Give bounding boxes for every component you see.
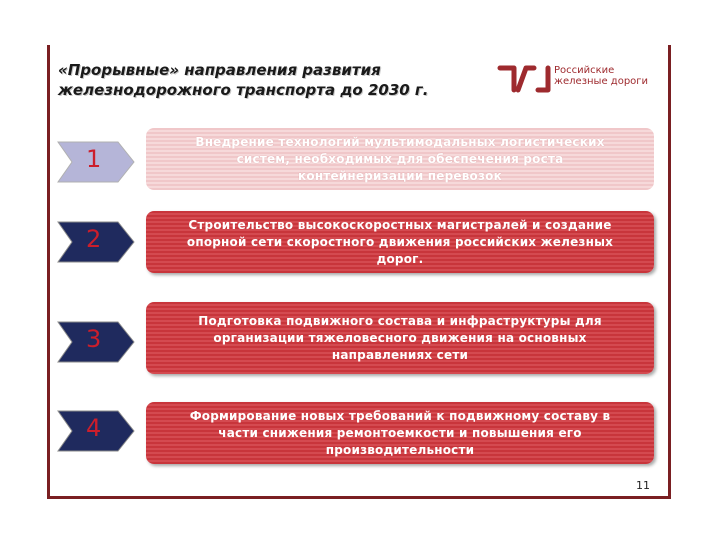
slide-title [58,60,478,100]
item-2-number: 2 [86,225,102,253]
item-4-box [146,402,654,464]
logo-text-line-1: Российские [554,65,615,76]
item-3-text: Подготовка подвижного состава и инфраструктуры для организации тяжеловесного движения на основных направлениях сети [198,313,602,362]
item-4-number: 4 [86,414,102,442]
item-4-arrow [56,409,136,453]
item-2-box [146,211,654,273]
item-4-text: Формирование новых требований к подвижному составу в части снижения ремонтоемкости и повышения его производительности [189,408,611,457]
item-3-arrow [56,320,136,364]
rzd-logo-icon [496,60,554,94]
item-1-box [146,128,654,190]
item-2-arrow [56,220,136,264]
item-1-number: 1 [86,145,102,173]
item-2-text: Строительство высокоскоростных магистралей и создание опорной сети скоростного движения российских железных дорог. [186,217,614,266]
title-line-2: железнодорожного транспорта до 2030 г. [58,81,429,99]
logo-text [554,65,648,87]
title-line-1: «Прорывные» направления развития [58,61,381,79]
page-number: 11 [636,479,650,492]
item-1-arrow [56,140,136,184]
rzd-logo [496,60,666,100]
logo-text-line-2: железные дороги [554,76,649,87]
item-3-number: 3 [86,325,102,353]
item-1-text: Внедрение технологий мультимодальных логистических систем, необходимых для обеспечения роста контейнеризации перевозок [195,134,605,183]
item-3-box [146,302,654,374]
